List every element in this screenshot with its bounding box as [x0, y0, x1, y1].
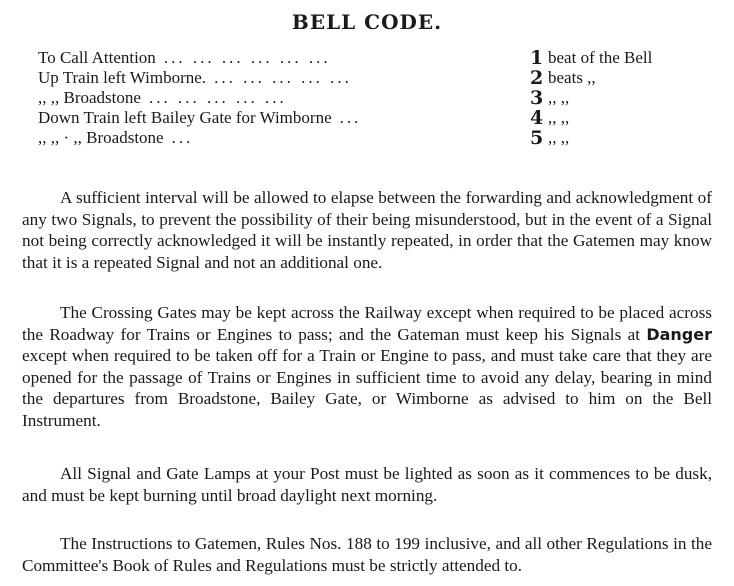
code-description: beats ,,	[548, 68, 596, 87]
paragraph-text: except when required to be taken off for a Train or Engine to pass, and must take care that they are opened for the passage of Trains or Engines in sufficient time to avoid any delay, bearing in mind the departures from Broadstone, Bailey Gate, or Wimborne as advised to him on the Bell Instrument.	[22, 346, 712, 430]
code-label: To Call Attention ... ... ... ... ... ...	[38, 48, 331, 67]
code-label: ,, ,, · ,, Broadstone ...	[38, 128, 194, 147]
code-number: 5	[530, 127, 544, 149]
paragraph-lamps: All Signal and Gate Lamps at your Post must be lighted as soon as it commences to be dusk, and must be kept burning until broad daylight next morning.	[22, 464, 712, 505]
bell-code-row	[38, 48, 698, 68]
paragraph-signal-interval: A sufficient interval will be allowed to elapse between the forwarding and acknowledgment of any two Signals, to prevent the possibility of their being misunderstood, but in the event of a Signal not being correctly acknowledged it will be instantly repeated, in order that the Gatemen may know that it is a repeated Signal and not an additional one.	[22, 188, 712, 272]
code-label: ,, ,, Broadstone ... ... ... ... ...	[38, 88, 287, 107]
code-description: ,, ,,	[548, 88, 570, 107]
code-number: 4	[530, 107, 544, 129]
code-label: Down Train left Bailey Gate for Wimborne ...	[38, 108, 362, 127]
code-description: ,, ,,	[548, 108, 570, 127]
paragraph-crossing-gates	[22, 302, 712, 431]
code-number: 3	[530, 87, 544, 109]
danger-emphasis: Danger	[646, 324, 712, 344]
code-label: Up Train left Wimborne. ... ... ... ... ...	[38, 68, 352, 87]
paragraph-instructions: The Instructions to Gatemen, Rules Nos. 188 to 199 inclusive, and all other Regulations in the Committee's Book of Rules and Regulations must be strictly attended to.	[22, 534, 712, 575]
bell-code-table	[38, 48, 698, 148]
code-description: beat of the Bell	[548, 48, 653, 67]
bell-code-row	[38, 88, 698, 108]
paragraph-text: The Crossing Gates may be kept across the Railway except when required to be placed across the Roadway for Trains or Engines to pass; and the Gateman must keep his Signals at	[22, 303, 712, 344]
code-number: 2	[530, 67, 544, 89]
code-description: ,, ,,	[548, 128, 570, 147]
bell-code-row	[38, 108, 698, 128]
document-title: BELL CODE.	[291, 10, 443, 34]
code-number: 1	[530, 47, 544, 69]
bell-code-row	[38, 68, 698, 88]
bell-code-row	[38, 128, 698, 148]
